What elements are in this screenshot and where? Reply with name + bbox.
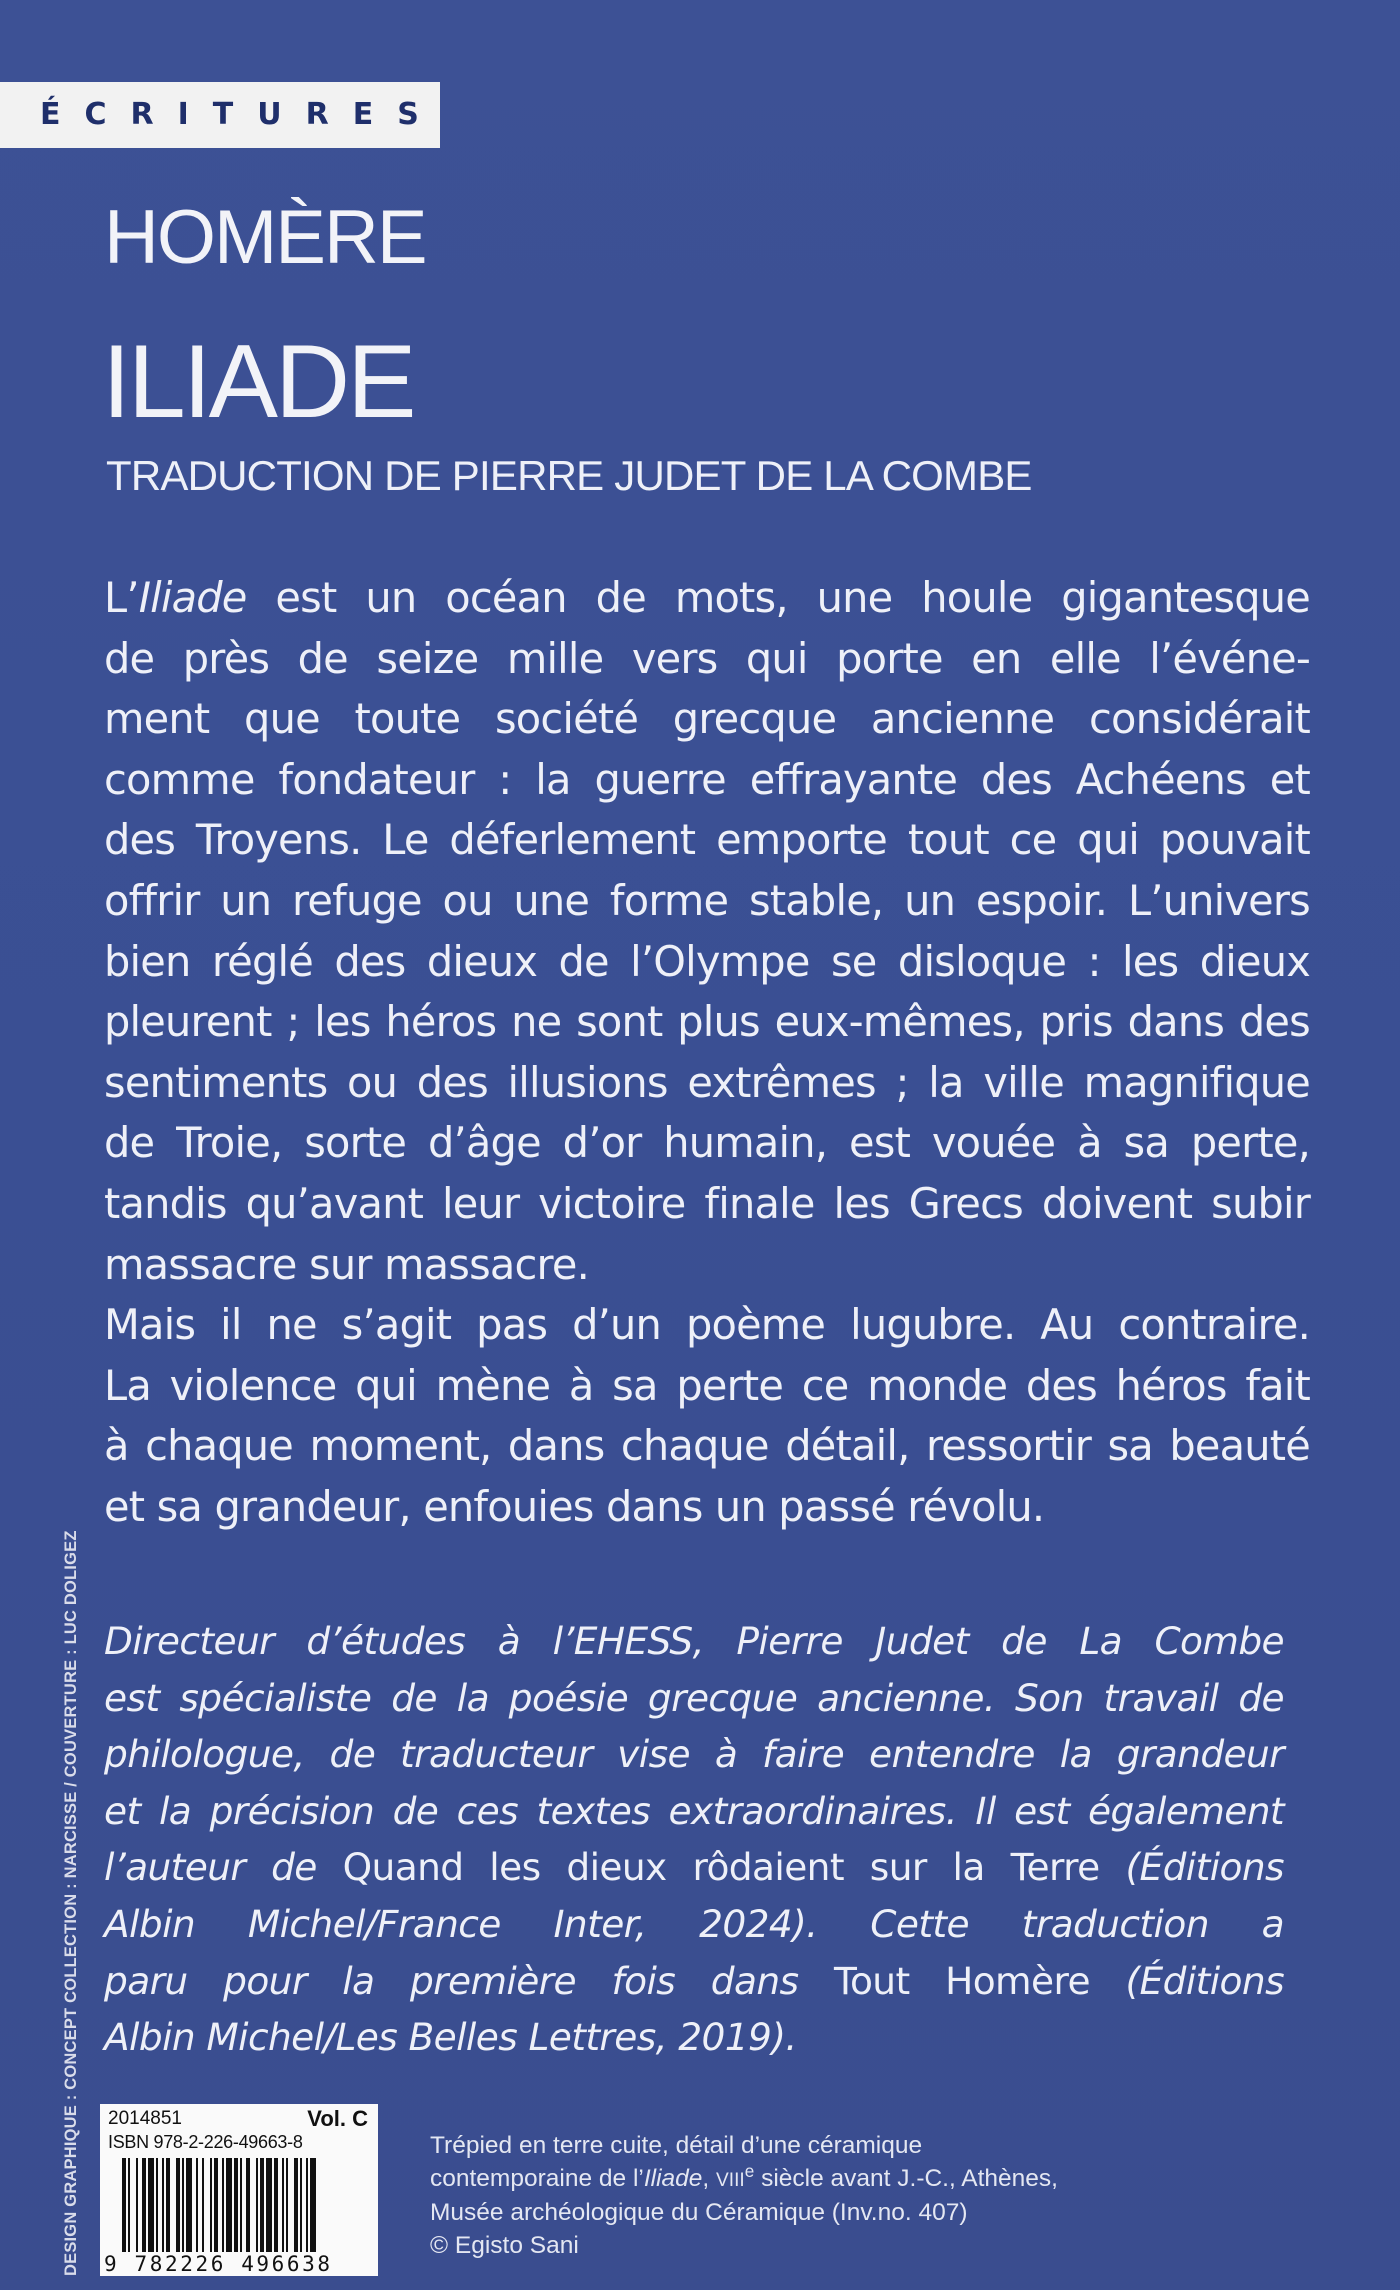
bio-line: Albin Michel/Les Belles Lettres, 2019).: [104, 2015, 797, 2060]
photo-credit: © Egisto Sani: [430, 2231, 579, 2259]
volume-label: Vol. C: [307, 2106, 368, 2131]
book-title: ILIADE: [102, 324, 414, 440]
barcode-bar: [214, 2158, 218, 2252]
caption-text: siècle avant J.-C., Athènes,: [754, 2164, 1058, 2192]
blurb-line: comme fondateur : la guerre effrayante des Achéens et: [104, 754, 1310, 804]
blurb-line: pleurent ; les héros ne sont plus eux-mêmes, pris dans des: [104, 997, 1310, 1047]
barcode-bar: [256, 2158, 258, 2252]
barcode-digits: 9 782226 496638: [104, 2252, 333, 2276]
barcode-bar: [234, 2158, 238, 2252]
barcode-bar: [294, 2158, 298, 2252]
barcode-bar: [186, 2158, 192, 2252]
barcode-bar: [128, 2158, 130, 2252]
barcode-icon: [122, 2158, 372, 2252]
barcode-bar: [306, 2158, 308, 2252]
bio-line: Directeur d’études à l’EHESS, Pierre Judet de La Combe: [104, 1619, 1284, 1663]
caption-superscript: e: [744, 2160, 755, 2181]
barcode-bar: [210, 2158, 212, 2252]
barcode-bar: [222, 2158, 224, 2252]
blurb-line: des Troyens. Le déferlement emporte tout ce qui pouvait: [104, 815, 1310, 865]
bio-line: [104, 1839, 1284, 1896]
barcode-bar: [300, 2158, 302, 2252]
blurb-line: offrir un refuge ou une forme stable, un espoir. L’univers: [104, 875, 1310, 925]
blurb-line: tandis qu’avant leur victoire finale les Grecs doivent subir: [104, 1178, 1310, 1228]
bio-line: [104, 1953, 1284, 2010]
blurb-title-italic: Iliade: [138, 573, 247, 622]
design-credits: DESIGN GRAPHIQUE : CONCEPT COLLECTION : NARCISSE / COUVERTURE : LUC DOLIGEZ: [62, 1530, 80, 2276]
blurb-line: ment que toute société grecque ancienne considérait: [104, 694, 1310, 744]
blurb-line: La violence qui mène à sa perte ce monde des héros fait: [104, 1360, 1310, 1410]
barcode-bar: [266, 2158, 272, 2252]
barcode-bar: [156, 2158, 158, 2252]
barcode-bar: [182, 2158, 184, 2252]
blurb-line: Mais il ne s’agit pas d’un poème lugubre. Au contraire.: [104, 1300, 1310, 1350]
caption-century: VIII: [716, 2169, 745, 2191]
bio-text: paru pour la première fois dans: [104, 1958, 835, 2003]
blurb-line: de près de seize mille vers qui porte en elle l’événe-: [104, 633, 1310, 683]
blurb-line: bien réglé des dieux de l’Olympe se disloque : les dieux: [104, 936, 1310, 986]
isbn: ISBN 978-2-226-49663-8: [108, 2132, 303, 2152]
blurb-line: massacre sur massacre.: [104, 1239, 590, 1289]
caption-text: contemporaine de l’: [430, 2164, 644, 2192]
barcode-bar: [122, 2158, 126, 2252]
blurb-line: [104, 568, 1310, 629]
bio-book-title: Quand les dieux rôdaient sur la Terre: [342, 1845, 1100, 1890]
barcode-bar: [226, 2158, 232, 2252]
author-name: HOMÈRE: [104, 195, 426, 280]
blurb-text: L’: [104, 573, 139, 622]
barcode-bar: [162, 2158, 164, 2252]
product-code: 2014851: [108, 2108, 182, 2129]
translator-bio: [104, 1613, 1284, 2066]
bio-text: (Éditions: [1099, 1845, 1284, 1890]
bio-line: est spécialiste de la poésie grecque ancienne. Son travail de: [104, 1675, 1284, 1720]
blurb-line: et sa grandeur, enfouies dans un passé révolu.: [104, 1481, 1045, 1531]
collection-label: ÉCRITURES: [0, 82, 440, 148]
barcode-bar: [310, 2158, 316, 2252]
translator-line: TRADUCTION DE PIERRE JUDET DE LA COMBE: [106, 452, 1032, 499]
barcode-bar: [176, 2158, 180, 2252]
bio-line: philologue, de traducteur vise à faire entendre la grandeur: [104, 1732, 1284, 1777]
blurb-line: à chaque moment, dans chaque détail, ressortir sa beauté: [104, 1421, 1310, 1471]
barcode-bar: [240, 2158, 242, 2252]
barcode-bar: [148, 2158, 154, 2252]
blurb-line: de Troie, sorte d’âge d’or humain, est vouée à sa perte,: [104, 1118, 1310, 1168]
caption-line: [430, 2160, 1070, 2198]
bio-line: Albin Michel/France Inter, 2024). Cette traduction a: [104, 1901, 1284, 1946]
bio-text: (Éditions: [1089, 1958, 1285, 2003]
caption-title-italic: Iliade: [643, 2164, 703, 2192]
barcode-bar: [166, 2158, 170, 2252]
blurb-line: sentiments ou des illusions extrêmes ; la ville magnifique: [104, 1057, 1310, 1107]
barcode-bar: [196, 2158, 198, 2252]
caption-line: Trépied en terre cuite, détail d’une céramique: [430, 2132, 923, 2159]
barcode-bar: [282, 2158, 284, 2252]
barcode-bar: [260, 2158, 264, 2252]
barcode-bar: [142, 2158, 146, 2252]
bio-book-title: Tout Homère: [834, 1958, 1090, 2003]
barcode-bar: [202, 2158, 204, 2252]
barcode-bar: [246, 2158, 250, 2252]
bio-line: et la précision de ces textes extraordinaires. Il est également: [104, 1788, 1284, 1833]
bio-text: l’auteur de: [104, 1845, 343, 1890]
image-caption: [430, 2130, 1070, 2262]
barcode-bar: [286, 2158, 288, 2252]
blurb-text: est un océan de mots, une houle gigantesque: [246, 573, 1310, 622]
barcode-bar: [136, 2158, 138, 2252]
blurb: [104, 568, 1310, 1538]
caption-text: ,: [702, 2164, 717, 2192]
caption-line: Musée archéologique du Céramique (Inv.no. 407): [430, 2199, 968, 2227]
barcode-label: [100, 2104, 378, 2276]
barcode-bar: [274, 2158, 278, 2252]
